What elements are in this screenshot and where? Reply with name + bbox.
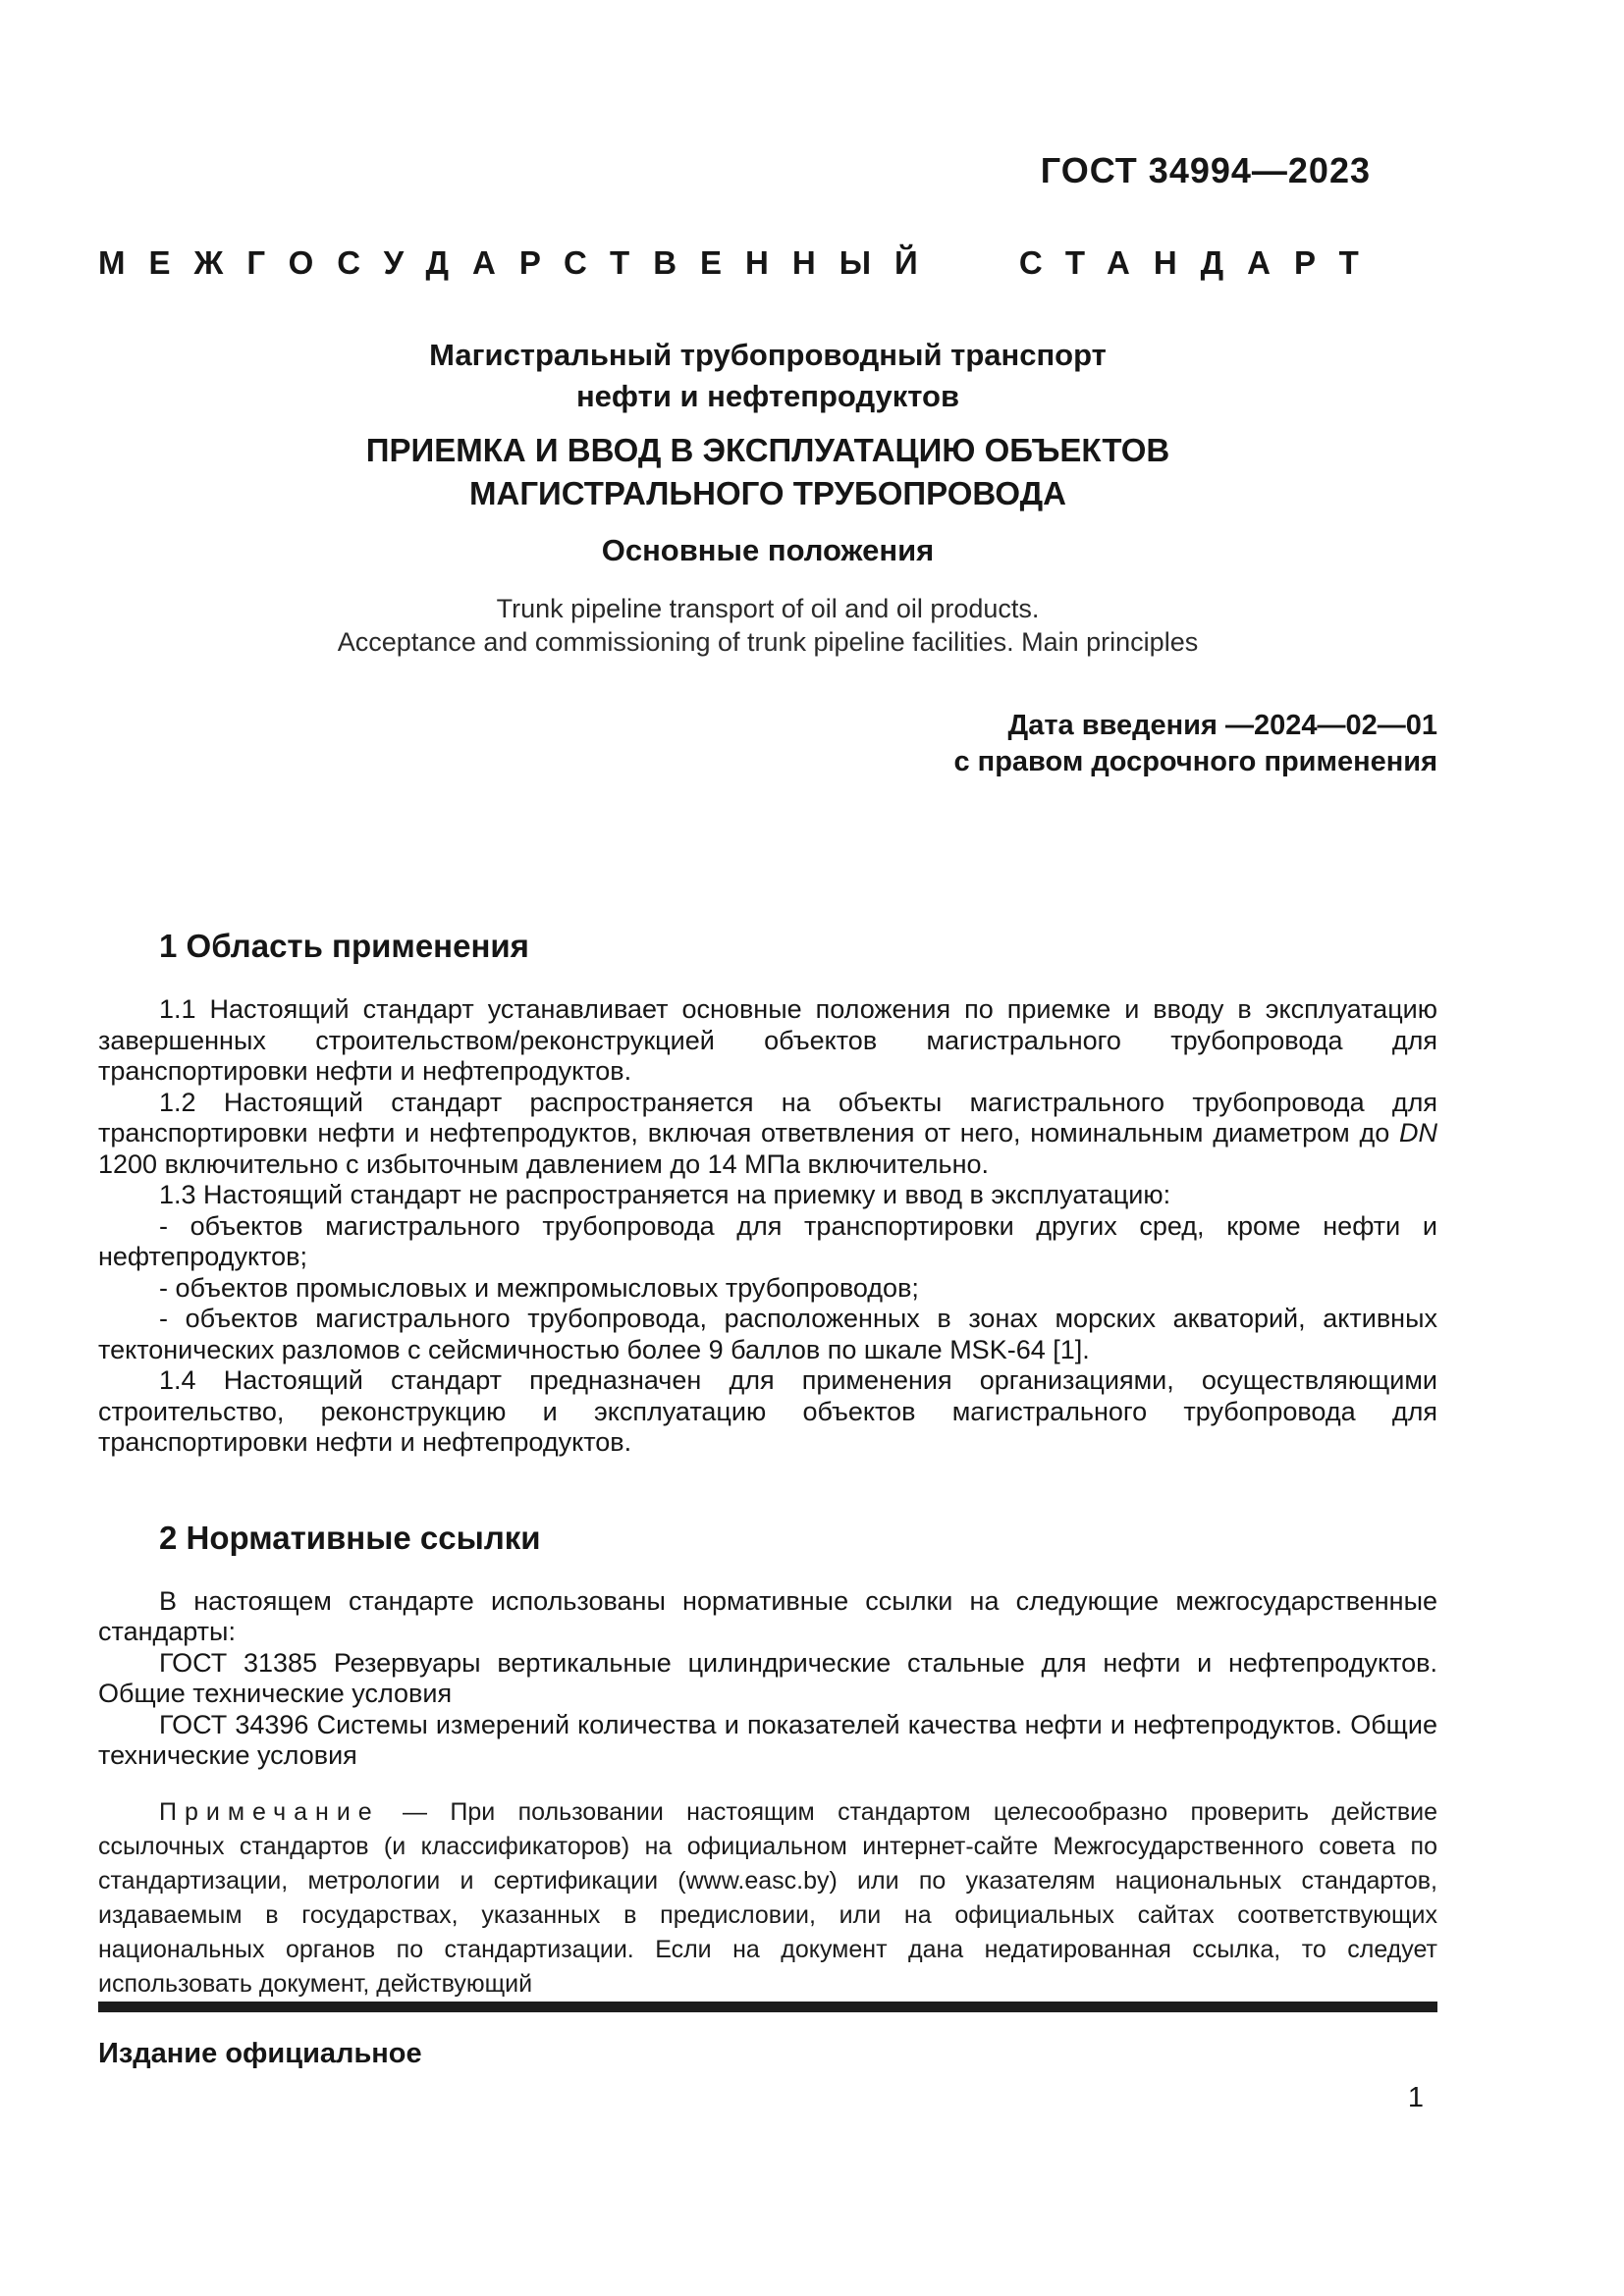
main-title-line1: ПРИЕМКА И ВВОД В ЭКСПЛУАТАЦИЮ ОБЪЕКТОВ bbox=[365, 432, 1170, 468]
page-footer bbox=[98, 2002, 1437, 2114]
title-english bbox=[98, 592, 1437, 659]
effective-date-line1: Дата введения —2024—02—01 bbox=[1007, 710, 1437, 741]
edition-note: Издание официальное bbox=[98, 2037, 422, 2069]
paragraph: 1.1 Настоящий стандарт устанавливает основные положения по приемке и вводу в эксплуатацию завершенных строительством/реконструкцией объектов магистрального трубопровода для транспортировки нефти и нефтепродуктов. bbox=[98, 994, 1437, 1086]
paragraph: ГОСТ 34396 Системы измерений количества и показателей качества нефти и нефтепродуктов. Общие технические условия bbox=[98, 1709, 1437, 1770]
effective-date-line2: с правом досрочного применения bbox=[953, 746, 1437, 777]
subtitle: Основные положения bbox=[601, 533, 935, 567]
paragraph: 1.2 Настоящий стандарт распространяется на объекты магистрального трубопровода для транспортировки нефти и нефтепродуктов, включая ответвления от него, номинальным диаметром до DN 1200 включительно с избыточным давлением до 14 МПа включительно. bbox=[98, 1087, 1437, 1179]
doc-code: ГОСТ 34994—2023 bbox=[1040, 150, 1371, 190]
note-label: Примечание bbox=[159, 1797, 380, 1826]
title-english-line2: Acceptance and commissioning of trunk pipeline facilities. Main principles bbox=[337, 627, 1199, 657]
section-block bbox=[98, 1520, 1437, 2002]
section-block bbox=[98, 928, 1437, 1459]
paragraph: 1.4 Настоящий стандарт предназначен для применения организациями, осуществляющими строительство, реконструкцию и эксплуатацию объектов магистрального трубопровода для транспортировки нефти и нефтепродуктов. bbox=[98, 1365, 1437, 1457]
section-heading: 2 Нормативные ссылки bbox=[159, 1519, 541, 1556]
footer-divider bbox=[98, 2002, 1437, 2012]
paragraph: - объектов магистрального трубопровода, расположенных в зонах морских акваторий, активных тектонических разломов с сейсмичностью более 9 баллов по шкале MSK-64 [1]. bbox=[98, 1304, 1437, 1364]
title-english-line1: Trunk pipeline transport of oil and oil products. bbox=[496, 594, 1040, 623]
page-number: 1 bbox=[1407, 2081, 1424, 2113]
paragraph: 1.3 Настоящий стандарт не распространяется на приемку и ввод в эксплуатацию: bbox=[159, 1180, 1171, 1209]
section-heading: 1 Область применения bbox=[159, 928, 529, 964]
subject-title-line1: Магистральный трубопроводный транспорт bbox=[429, 338, 1107, 372]
subject-title bbox=[98, 335, 1437, 417]
note: Примечание — При пользовании настоящим стандартом целесообразно проверить действие ссылочных стандартов (и классификаторов) на официальном интернет-сайте Межгосударственного совета по стандартизации, метрологии и сертификации (www.easc.by) или по указателям национальных стандартов, издаваемым в государствах, указанных в предисловии, или на официальных сайтах соответствующих национальных органов по стандартизации. Если на документ дана недатированная ссылка, то следует использовать документ, действующий bbox=[98, 1797, 1437, 1998]
paragraph: - объектов промысловых и межпромысловых трубопроводов; bbox=[159, 1272, 919, 1303]
subject-title-line2: нефти и нефтепродуктов bbox=[575, 379, 960, 413]
effective-date bbox=[98, 708, 1437, 780]
paragraph: - объектов магистрального трубопровода для транспортировки других сред, кроме нефти и нефтепродуктов; bbox=[98, 1210, 1437, 1271]
standard-type-banner: МЕЖГОСУДАРСТВЕННЫЙ СТАНДАРТ bbox=[98, 244, 1382, 281]
paragraph: В настоящем стандарте использованы нормативные ссылки на следующие межгосударственные стандарты: bbox=[98, 1585, 1437, 1646]
paragraph: ГОСТ 31385 Резервуары вертикальные цилиндрические стальные для нефти и нефтепродуктов. Общие технические условия bbox=[98, 1647, 1437, 1708]
main-title bbox=[98, 429, 1437, 515]
sections bbox=[98, 780, 1437, 2002]
main-title-line2: МАГИСТРАЛЬНОГО ТРУБОПРОВОДА bbox=[469, 475, 1066, 511]
